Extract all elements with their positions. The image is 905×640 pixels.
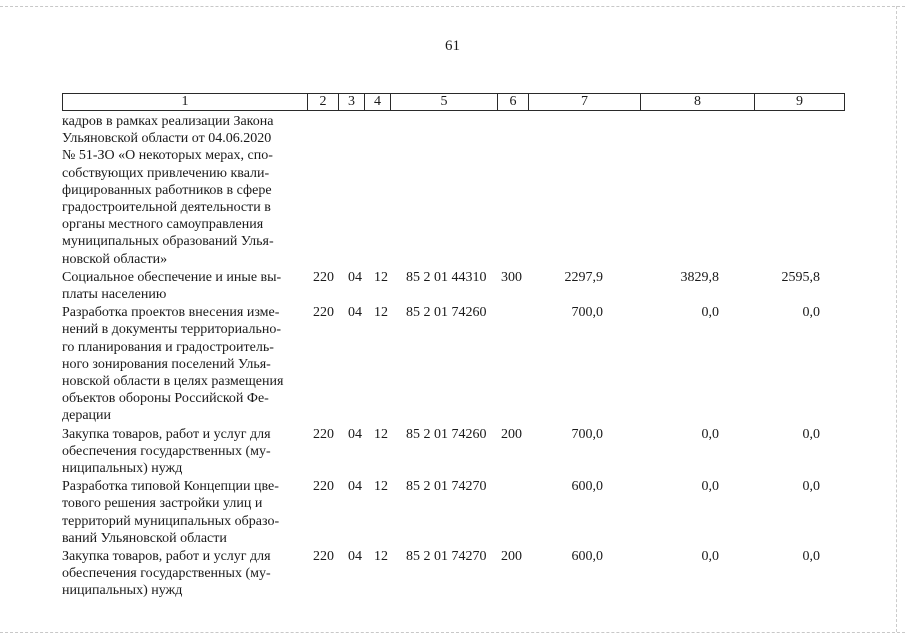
row-code-5: 85 2 01 74260 <box>406 305 487 321</box>
row-amount-9: 0,0 <box>802 305 820 321</box>
row-amount-8: 0,0 <box>701 479 719 495</box>
table-row <box>62 269 845 303</box>
row-amount-9: 2595,8 <box>781 269 820 285</box>
row-amount-7: 600,0 <box>571 549 603 565</box>
header-cell-4: 4 <box>365 94 391 110</box>
table-row <box>62 426 845 478</box>
table-header-row <box>62 93 845 111</box>
row-amount-8: 0,0 <box>701 426 719 442</box>
row-code-4: 12 <box>374 269 388 285</box>
page-number: 61 <box>445 38 460 54</box>
table-row <box>62 548 845 600</box>
table-body <box>62 113 845 600</box>
row-description: Разработка типовой Концепции цве- тового решения застройки улиц и территорий муниципальных образо- ваний Ульяновской области <box>62 479 280 546</box>
row-amount-7: 700,0 <box>571 426 603 442</box>
row-amount-8: 3829,8 <box>680 269 719 285</box>
row-code-3: 04 <box>348 426 362 442</box>
row-description: Социальное обеспечение и иные вы- платы населению <box>62 269 282 303</box>
row-code-4: 12 <box>374 549 388 565</box>
row-description: Закупка товаров, работ и услуг для обеспечения государственных (му- ниципальных) нужд <box>62 549 271 599</box>
header-cell-8: 8 <box>641 94 755 110</box>
row-code-3: 04 <box>348 549 362 565</box>
header-cell-5: 5 <box>391 94 498 110</box>
page-edge-top <box>0 6 905 7</box>
page-edge-right <box>896 6 897 632</box>
row-code-2: 220 <box>313 549 334 565</box>
row-amount-8: 0,0 <box>701 305 719 321</box>
row-code-2: 220 <box>313 426 334 442</box>
row-amount-7: 2297,9 <box>564 269 603 285</box>
row-amount-9: 0,0 <box>802 549 820 565</box>
row-code-3: 04 <box>348 269 362 285</box>
page-edge-bottom <box>0 632 905 633</box>
header-cell-7: 7 <box>529 94 641 110</box>
row-amount-8: 0,0 <box>701 549 719 565</box>
row-code-2: 220 <box>313 269 334 285</box>
header-cell-1: 1 <box>63 94 308 110</box>
row-code-4: 12 <box>374 479 388 495</box>
row-code-5: 85 2 01 44310 <box>406 269 487 285</box>
header-cell-6: 6 <box>498 94 529 110</box>
header-cell-3: 3 <box>339 94 365 110</box>
row-code-2: 220 <box>313 479 334 495</box>
row-code-2: 220 <box>313 305 334 321</box>
row-description: Закупка товаров, работ и услуг для обеспечения государственных (му- ниципальных) нужд <box>62 426 271 477</box>
header-cell-2: 2 <box>308 94 339 110</box>
row-code-5: 85 2 01 74270 <box>406 549 487 565</box>
row-amount-9: 0,0 <box>802 479 820 495</box>
table-row <box>62 304 845 424</box>
header-cell-9: 9 <box>796 94 803 109</box>
row-description: кадров в рамках реализации Закона Ульяновской области от 04.06.2020 № 51-ЗО «О некоторых мерах, спо- собствующих привлечению квали- фицированных работников в сфере градостроительной деятельности в органы местного самоуправления муниципальных образований Улья- новской области» <box>62 114 274 267</box>
table-row <box>62 113 845 268</box>
table-row <box>62 478 845 547</box>
row-amount-7: 700,0 <box>571 305 603 321</box>
row-code-6: 300 <box>501 269 522 285</box>
row-code-3: 04 <box>348 479 362 495</box>
row-code-4: 12 <box>374 426 388 442</box>
row-code-4: 12 <box>374 305 388 321</box>
row-code-5: 85 2 01 74260 <box>406 426 487 442</box>
row-description: Разработка проектов внесения изме- нений в документы территориально- го планирования и градостроитель- ного зонирования поселений Улья- новской области в целях размещения объектов обороны Российской Фе- дерации <box>62 305 284 424</box>
row-amount-7: 600,0 <box>571 479 603 495</box>
row-amount-9: 0,0 <box>802 426 820 442</box>
row-code-6: 200 <box>501 549 522 565</box>
row-code-5: 85 2 01 74270 <box>406 479 487 495</box>
row-code-3: 04 <box>348 305 362 321</box>
row-code-6: 200 <box>501 426 522 442</box>
